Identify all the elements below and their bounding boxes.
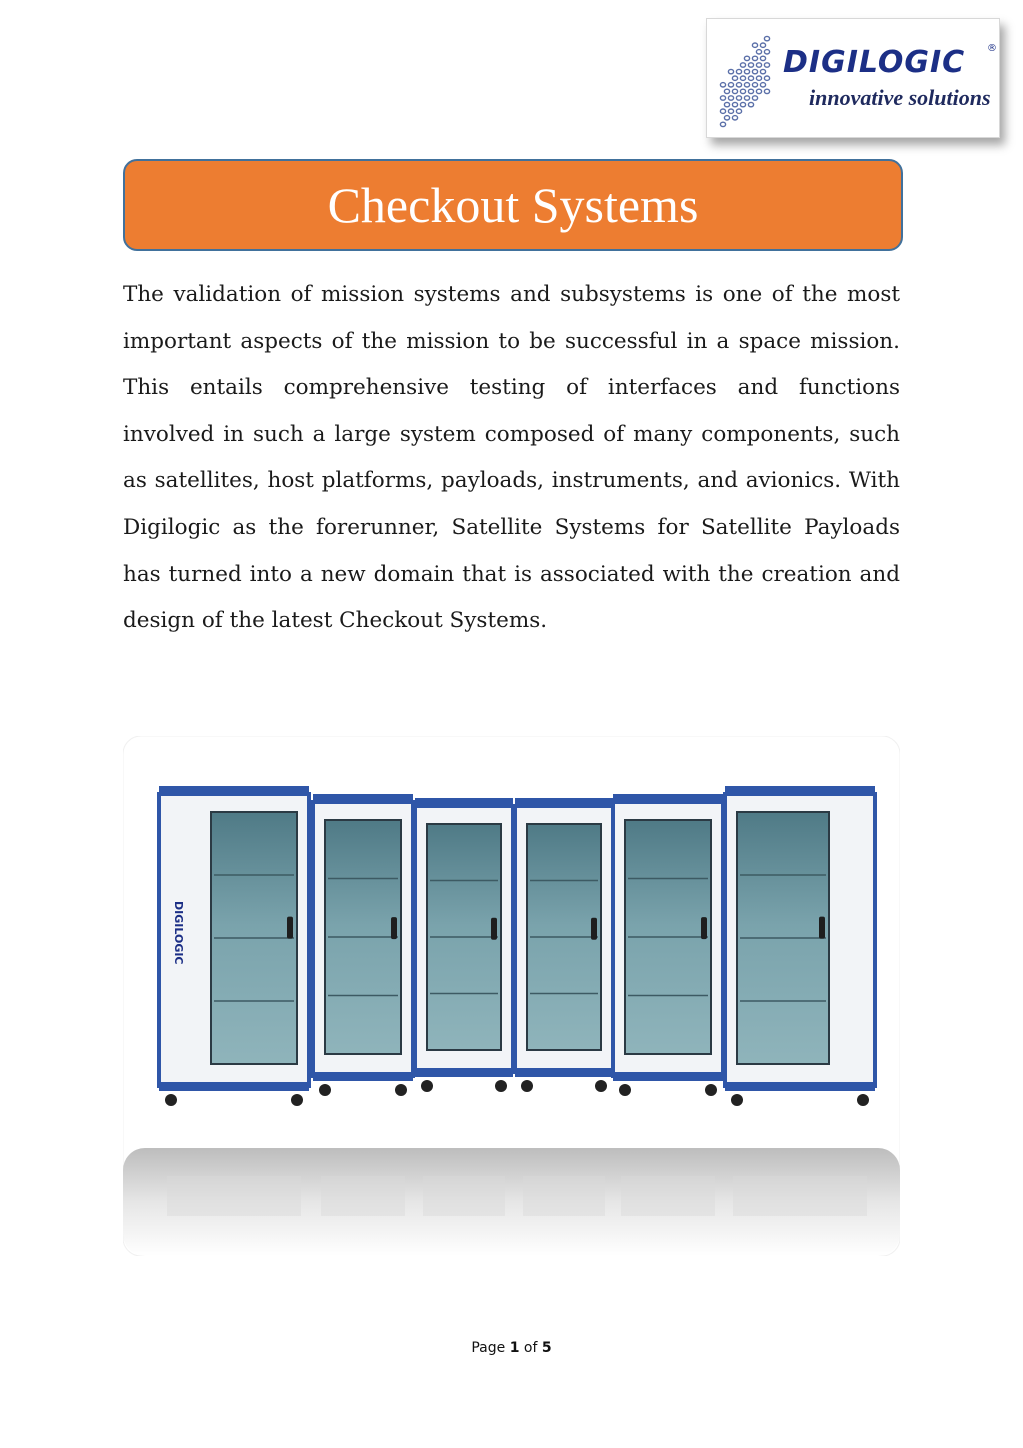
page-footer <box>0 1340 1023 1356</box>
footer-page-word: Page <box>471 1340 506 1356</box>
rack-door-handle <box>287 917 293 939</box>
footer-current-page: 1 <box>509 1340 520 1356</box>
logo-registered-mark: ® <box>987 43 997 54</box>
rack-caster <box>421 1080 433 1092</box>
logo-tagline: innovative solutions <box>809 85 991 110</box>
rack-side-label: DIGILOGIC <box>172 901 185 965</box>
rack-top-rail <box>313 794 413 804</box>
rack-bottom-rail <box>613 1072 723 1081</box>
rack-top-rail <box>159 786 309 796</box>
rack-caster <box>595 1080 607 1092</box>
rack-top-rail <box>515 798 613 808</box>
rack-reflection <box>423 1176 505 1216</box>
rack-caster <box>319 1084 331 1096</box>
rack-door-handle <box>819 917 825 939</box>
rack-caster <box>495 1080 507 1092</box>
rack-caster <box>619 1084 631 1096</box>
rack-bottom-rail <box>313 1072 413 1081</box>
rack-top-rail <box>725 786 875 796</box>
rack-reflection <box>167 1176 301 1216</box>
logo-dot-pattern-icon <box>713 27 775 131</box>
title-banner <box>123 159 903 251</box>
rack-door-handle <box>701 917 707 939</box>
rack-bottom-rail <box>725 1082 875 1091</box>
footer-of-word: of <box>523 1340 538 1356</box>
rack-top-rail <box>415 798 513 808</box>
rack-caster <box>705 1084 717 1096</box>
body-paragraph: The validation of mission systems and subsystems is one of the most important aspects of the mission to be successful in a space mission. This entails comprehensive testing of interfaces and functions involved in such a large system composed of many components, such as satellites, host platforms, payloads, instruments, and avionics. With Digilogic as the forerunner, Satellite Systems for Satellite Payloads has turned into a new domain that is associated with the creation and design of the latest Checkout Systems. <box>123 282 900 634</box>
rack-caster <box>291 1094 303 1106</box>
rack-caster <box>731 1094 743 1106</box>
rack-caster <box>521 1080 533 1092</box>
rack-door-handle <box>491 918 497 940</box>
rack-door-handle <box>591 918 597 940</box>
rack-door-handle <box>391 917 397 939</box>
rack-caster <box>857 1094 869 1106</box>
company-logo <box>706 18 1000 138</box>
rack-top-rail <box>613 794 723 804</box>
rack-bottom-rail <box>415 1068 513 1077</box>
rack-caster <box>395 1084 407 1096</box>
rack-reflection <box>523 1176 605 1216</box>
rack-bottom-rail <box>515 1068 613 1077</box>
rack-bottom-rail <box>159 1082 309 1091</box>
rack-reflection <box>621 1176 715 1216</box>
rack-reflection <box>733 1176 867 1216</box>
rack-caster <box>165 1094 177 1106</box>
footer-total-pages: 5 <box>541 1340 552 1356</box>
rack-reflection <box>321 1176 405 1216</box>
logo-wordmark: DIGILOGIC <box>783 45 966 80</box>
page-title: Checkout Systems <box>327 177 699 233</box>
checkout-racks-photo <box>123 736 900 1256</box>
